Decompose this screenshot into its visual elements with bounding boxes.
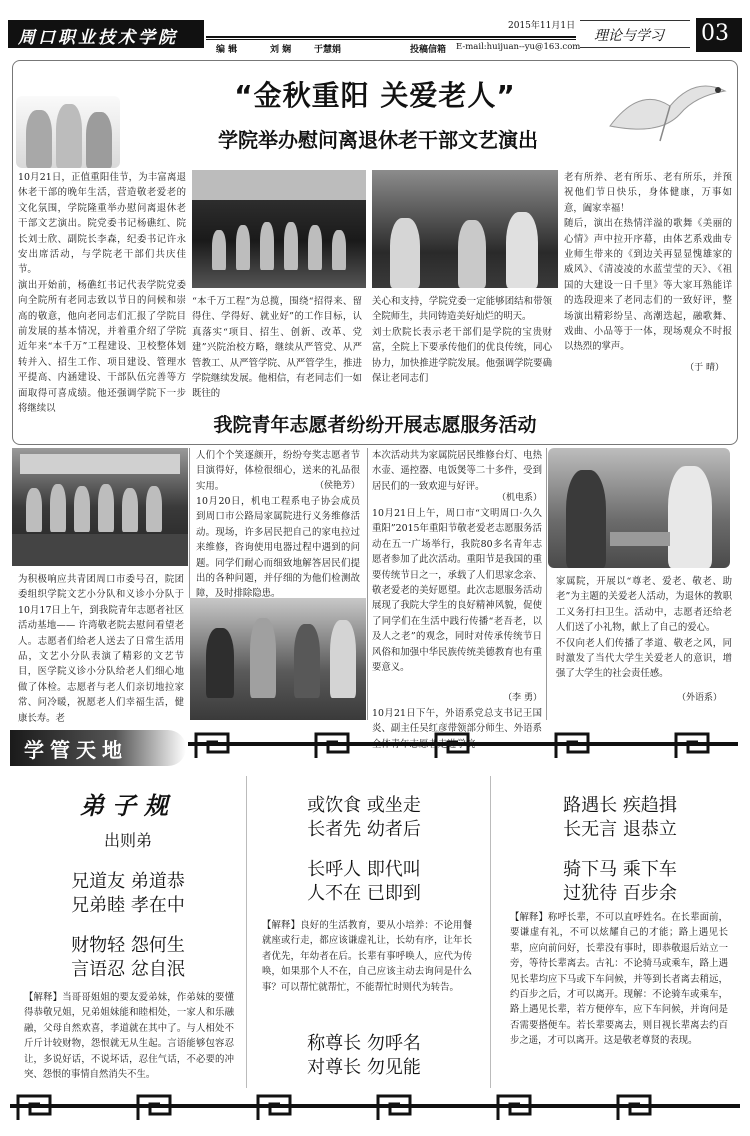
crane-illustration: [600, 66, 730, 146]
verse-line: 人不在 已即到: [307, 883, 421, 904]
column-rule: [246, 776, 247, 1088]
school-name-banner: [8, 20, 204, 48]
verse-line: 兄弟睦 孝在中: [71, 895, 185, 916]
verse-line: 长者先 幼者后: [307, 819, 421, 840]
story1-column-4: 老有所养、老有所乐、老有所乐，并预祝他们节日快乐，身体健康，万事如意，阖家幸福！ 随后，演出在热情洋溢的歌舞《美丽的心情》声中拉开序幕，由体艺系戏曲专业师生带来的《到边关再显显愧雄家的威风》、《清凌凌的水蓝莹莹的天》、《祖国的大建设一日千里》等大家耳熟能详的选段迎来了老同志们的一致好评，整场演出精彩纷呈、高潮迭起，融歌舞、戏曲、小品等于一体，现场观众不时报以热烈的掌声。: [564, 172, 732, 353]
page-number: 03: [701, 21, 729, 46]
editor-name-1: 刘 娴: [270, 45, 292, 55]
masthead: [8, 14, 742, 58]
story1-column-3: 关心和支持，学院党委一定能够团结和带领全院师生，共同铸造美好灿烂的明天。 刘士欣院长表示老干部们是学院的宝贵财富，全院上下要承传他们的优良传统，同心协力，加快推进学院发展。他强调学院要确保让老同志们: [372, 296, 552, 385]
verse-line: 称尊长 勿呼名: [307, 1033, 421, 1054]
classic-title: 弟子规: [80, 791, 176, 820]
verse-4: [266, 858, 462, 906]
email-label: 投稿信箱: [410, 45, 447, 55]
story1-column-2: “本千万工程”为总揽，围绕“招得来、留得住、学得好、就业好”的工作目标，认真落实“项目、招生、创新、改革、党建”兴院治校方略，继续从严管党、从严管教工、从严管学院、从严管学生，推进学院继续发展。他相信，有老同志们一如既往的: [192, 296, 362, 400]
story2-column-3b: 10月21日上午，周口市“文明周口·久久重阳”2015年重阳节敬老爱老志愿服务活动在五一广场举行，我院80多名青年志愿者参加了此次活动。重阳节是我国的重要传统节日之一，承载了人们思家念亲、敬老爱老的美好愿望。此次志愿服务活动展现了我院大学生的良好精神风貌，促使了同学们在生活中践行传播“老吾老，以及人之老”的观念，同时对传承传统节日风俗和加强中华民族传统美德教育也有重要意义。: [372, 508, 542, 674]
column-rule: [546, 448, 547, 720]
verse-line: 财物轻 怨何生: [71, 935, 185, 956]
story1-column-1: 10月21日，正值重阳佳节，为丰富离退休老干部的晚年生活，营造敬老爱老的文化氛围，学院隆重举办慰问离退休老干部文艺演出。院党委书记杨礁红、院长刘士欣、副院长李森，纪委书记许永安出席活动，与学院老干部们共庆佳节。 演出开始前，杨礁红书记代表学院党委向全院所有老同志致以节日的问候和崇高的敬意，他向老同志们汇报了学院目前发展的基本情况，并着重介绍了学院近年来“本千万”工程建设、卫校整体划转并入、招生工作、项目建设、管理水平提高、内涵建设、干部队伍完善等方面取得可喜成绩。他还强调学院下一步将继续以: [18, 172, 186, 415]
issue-date: 2015年11月1日: [508, 21, 576, 31]
column-rule: [189, 448, 190, 598]
story2-column-3b-author: （李 勇）: [503, 693, 542, 703]
story2-column-2-author: （侯艳芳）: [314, 481, 360, 491]
verse-line: 长无言 退恭立: [563, 819, 677, 840]
story2-column-1: 为积极响应共青团周口市委号召，院团委组织学院文艺小分队和义诊小分队于10月17日上午，到我院青年志愿者社区活动基地—— 许湾敬老院去慰问看望老人。志愿者们给老人送去了日常生活用品，文艺小分队表演了精彩的文艺节目，医学院义诊小分队给老人们细心地做了体检。志愿者与老人们亲切地拉家常、问冷暖，祝愿老人们幸福生活，健康长寿。老: [18, 574, 184, 724]
verse-7: [522, 858, 718, 906]
page-number-box: [696, 18, 742, 52]
story1-headline: “金秋重阳 关爱老人”: [234, 79, 516, 112]
story2-column-4-author: （外语系）: [676, 693, 722, 703]
fret-border-top: [188, 730, 738, 762]
verse-3: [266, 794, 462, 842]
fret-border-bottom: [10, 1092, 740, 1124]
verse-line: 骑下马 乘下车: [563, 859, 677, 880]
school-name: 周口职业技术学院: [18, 28, 178, 48]
classic-chapter: 出则弟: [103, 831, 152, 850]
verse-line: 过犹待 百步余: [563, 883, 677, 904]
column-rule: [490, 776, 491, 1088]
verse-2: [40, 934, 216, 982]
verse-line: 路遇长 疾趋揖: [563, 795, 677, 816]
nursing-home-group-photo: [12, 448, 188, 566]
story2-column-3-author: （机电系）: [496, 493, 542, 503]
stage-dance-photo: [192, 170, 366, 288]
explanation-1: 【解释】当哥哥姐姐的要友爱弟妹，作弟妹的要懂得恭敬兄姐，兄弟姐妹能和睦相处，一家人和乐融融，父母自然欢喜，孝道就在其中了。与人相处不斤斤计较财物，怨恨就无从生起。言语能够包容忍让，多说好话，不说坏话，忍住气话，不必要的冲突、怨恨的事情自然消失不生。: [24, 992, 234, 1081]
blood-pressure-check-photo: [548, 448, 730, 568]
verse-5: [266, 1032, 462, 1080]
column-rule: [367, 448, 368, 720]
verse-line: 言语忍 忿自泯: [71, 959, 185, 980]
story2-column-2b: 10月20日，机电工程系电子协会成员到周口市公路局家属院进行义务维修活动。现场，许多居民把自己的家电拉过来维修，咨询使用电器过程中遇到的问题。同学们耐心而细致地解答居民们提出的各种问题，并仔细的为他们检测故障，及时排除隐患。: [196, 496, 360, 600]
explanation-3: 【解释】称呼长辈，不可以直呼姓名。在长辈面前，要谦虚有礼，不可以炫耀自己的才能；路上遇见长辈，应向前问好，长辈没有事时，即恭敬退后站立一旁，等待长辈离去。古礼：不论骑马或乘车，路上遇见长辈均应下马或下车问候，并等到长者离去稍远，约百步之后，才可以离开。现解：不论骑车或乘车，路上遇见长辈，若方便停车，应下车问候，并询问是否需要搭便车。若长辈要离去，则目视长辈离去约百步之遥，才可以离开。这是敬老尊贤的表现。: [510, 912, 728, 1047]
section-name: 理论与学习: [594, 28, 664, 44]
elderly-couple-illustration: [16, 96, 120, 168]
email-address: E-mail:huijuan--yu@163.com: [456, 42, 581, 52]
verse-line: 长呼人 即代叫: [307, 859, 421, 880]
section3-banner: [10, 730, 186, 766]
verse-1: [40, 870, 216, 918]
story1-author: （于 晴）: [685, 363, 724, 373]
verse-line: 对尊长 勿见能: [307, 1057, 421, 1078]
section3-title: 学管天地: [24, 738, 128, 762]
explanation-2: 【解释】良好的生活教育，要从小培养：不论用餐就座或行走，都应该谦虚礼让，长幼有序，让年长者优先，年幼者在后。长辈有事呼唤人，应代为传唤，如果那个人不在，自己应该主动去询问是什么事？可以帮忙就帮忙，不能帮忙时则代为转告。: [262, 920, 472, 993]
story2-column-2: 人们个个笑逐颜开，纷纷夸奖志愿者节目演得好，体检很细心，送来的礼品很实用。: [196, 450, 360, 492]
story2-column-3: 本次活动共为家属院居民维修台灯、电热水壶、遥控器、电饭煲等二十多件，受到居民们的一致欢迎与好评。: [372, 450, 542, 492]
story2-headline: 我院青年志愿者纷纷开展志愿服务活动: [213, 414, 537, 436]
masthead-underline: [206, 36, 576, 38]
editor-name-2: 于慧娟: [314, 45, 342, 55]
section-tab: [580, 20, 690, 48]
appliance-repair-photo: [190, 598, 366, 720]
verse-line: 或饮食 或坐走: [307, 795, 421, 816]
verse-6: [522, 794, 718, 842]
story2-column-3c: 10月21日下午，外语系党总支书记王国炎、副主任吴红彦带领部分师生、外语系: [372, 708, 542, 735]
editor-label: 编 辑: [216, 45, 238, 55]
story2-column-4: 家属院，开展以“尊老、爱老、敬老、助老”为主题的关爱老人活动，为退休的教职工义务打扫卫生。活动中，志愿者还给老人们送了小礼物，献上了自己的爱心。 不仅向老人们传播了孝道、敬老之风，同时激发了当代大学生关爱老人的意识，增强了大学生的社会责任感。: [556, 576, 732, 680]
verse-line: 兄道友 弟道恭: [71, 871, 185, 892]
opera-performance-photo: [372, 170, 558, 288]
masthead-underline-thin: [206, 39, 576, 40]
story1-subhead: 学院举办慰问离退休老干部文艺演出: [218, 128, 538, 152]
